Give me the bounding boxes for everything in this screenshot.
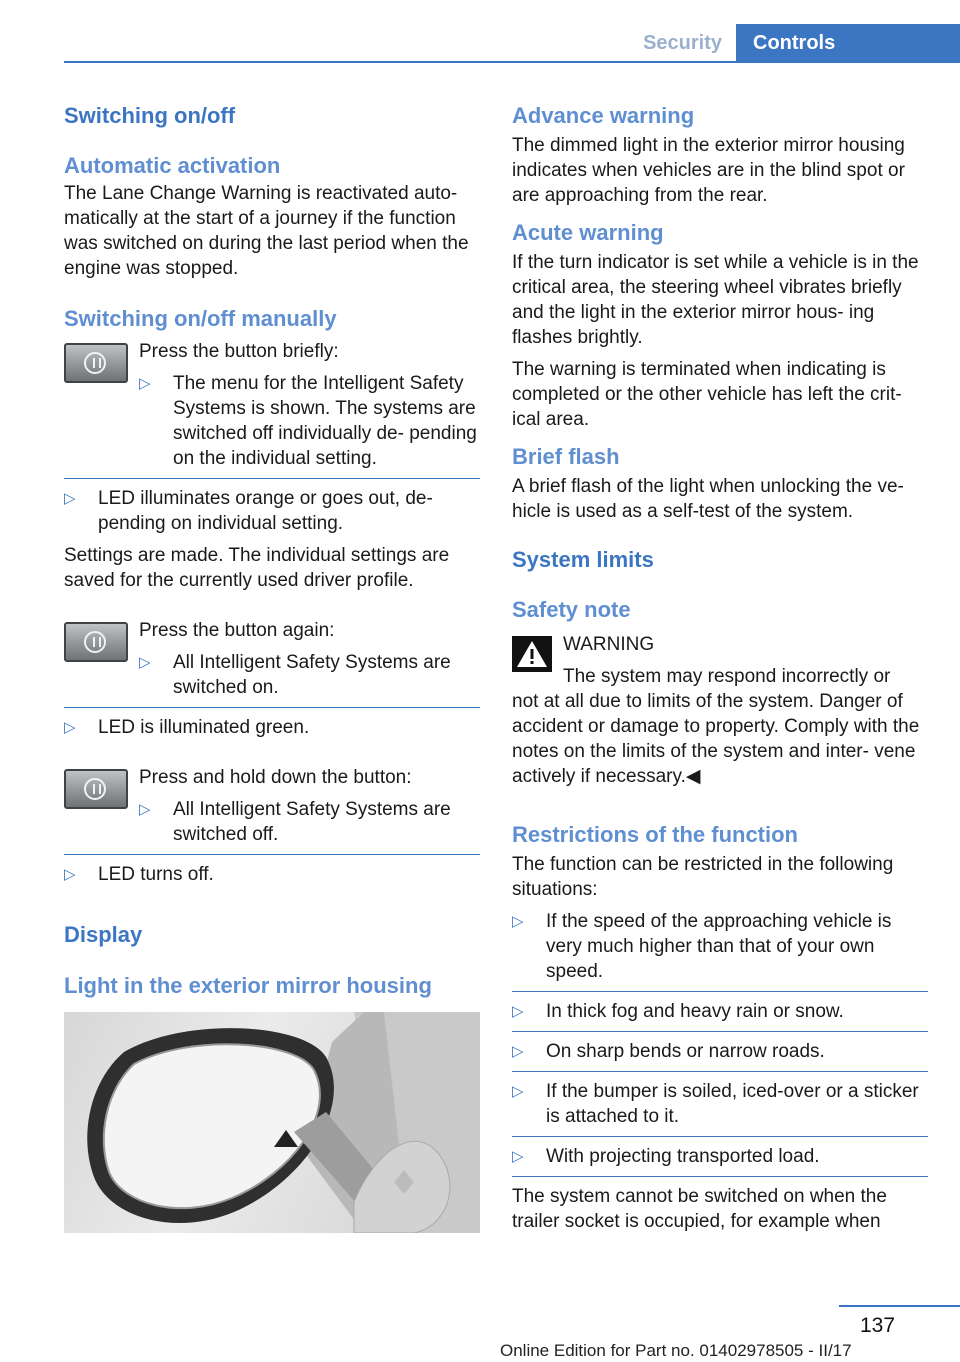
divider xyxy=(64,707,480,708)
heading-manual: Switching on/off manually xyxy=(64,306,337,331)
step2-led: LED is illuminated green. xyxy=(98,717,310,738)
para-advance: The dimmed light in the exterior mirror housing indicates when vehicles are in the blind spot or are approaching from the rear. xyxy=(512,135,905,206)
restriction-item: If the bumper is soiled, iced-over or a sticker is attached to it. xyxy=(546,1081,919,1127)
bullet-icon: ▷ xyxy=(64,719,76,736)
list-item xyxy=(512,1039,928,1064)
heading-display: Display xyxy=(64,922,143,947)
step-press-again xyxy=(64,618,480,700)
list-item xyxy=(64,862,480,887)
divider xyxy=(512,1176,928,1177)
bullet-icon: ▷ xyxy=(139,654,151,671)
restriction-item: On sharp bends or narrow roads. xyxy=(546,1041,825,1062)
step2-intro: Press the button again: xyxy=(139,620,335,641)
left-column xyxy=(64,96,480,1233)
edition-text: Online Edition for Part no. 01402978505 - II/17 xyxy=(500,1341,852,1360)
bullet-icon: ▷ xyxy=(512,1043,524,1060)
warning-text: not at all due to limits of the system. Danger of accident or damage to property. Comply with the notes on the limits of the system and inter- vene actively if necessary.◀ xyxy=(512,691,920,787)
tab-security[interactable]: Security xyxy=(643,32,722,54)
step1-led: LED illuminates orange or goes out, de- pending on individual setting. xyxy=(98,488,433,534)
para-automatic: The Lane Change Warning is reactivated auto- matically at the start of a journey if the function was switched on during the last period when the engine was stopped. xyxy=(64,183,469,279)
heading-light-mirror: Light in the exterior mirror housing xyxy=(64,973,432,998)
heading-switching: Switching on/off xyxy=(64,103,236,128)
list-item xyxy=(64,715,480,740)
safety-button-icon xyxy=(64,769,128,809)
list-item xyxy=(139,371,480,471)
heading-limits: System limits xyxy=(512,547,654,572)
divider xyxy=(512,1031,928,1032)
list-item xyxy=(512,1079,928,1129)
bullet-icon: ▷ xyxy=(512,1003,524,1020)
para-acute-2: The warning is terminated when indicating is completed or the other vehicle has left the crit- ical area. xyxy=(512,359,902,430)
restriction-item: With projecting transported load. xyxy=(546,1146,820,1167)
mirror-illustration xyxy=(64,1012,480,1233)
heading-safety: Safety note xyxy=(512,597,631,622)
step3-intro: Press and hold down the button: xyxy=(139,767,412,788)
list-item xyxy=(64,486,480,536)
bullet-icon: ▷ xyxy=(139,801,151,818)
heading-restrictions: Restrictions of the function xyxy=(512,822,798,847)
step3-led: LED turns off. xyxy=(98,864,214,885)
warning-triangle-icon xyxy=(512,636,552,672)
warning-title: WARNING xyxy=(563,634,655,655)
list-item xyxy=(139,797,480,847)
bullet-icon: ▷ xyxy=(64,490,76,507)
list-item xyxy=(512,909,928,984)
step1-item: The menu for the Intelligent Safety Systems is shown. The systems are switched off individually de- pending on the individual setting. xyxy=(173,373,477,469)
footer-rule xyxy=(839,1305,960,1307)
mirror-drawing xyxy=(64,1012,480,1233)
safety-button-icon xyxy=(64,622,128,662)
bullet-icon: ▷ xyxy=(64,866,76,883)
bullet-icon: ▷ xyxy=(512,1083,524,1100)
heading-brief: Brief flash xyxy=(512,444,620,469)
list-item xyxy=(139,650,480,700)
divider xyxy=(512,991,928,992)
para-restrictions: The function can be restricted in the following situations: xyxy=(512,854,894,900)
list-item xyxy=(512,1144,928,1169)
heading-acute: Acute warning xyxy=(512,220,664,245)
divider xyxy=(512,1071,928,1072)
right-column xyxy=(512,96,928,1234)
step3-item: All Intelligent Safety Systems are switched off. xyxy=(173,799,451,845)
para-settings: Settings are made. The individual settings are saved for the currently used driver profile. xyxy=(64,545,450,591)
heading-advance: Advance warning xyxy=(512,103,695,128)
step-press-briefly xyxy=(64,339,480,471)
bullet-icon: ▷ xyxy=(512,1148,524,1165)
header-rule xyxy=(64,61,960,63)
para-brief: A brief flash of the light when unlocking the ve- hicle is used as a self-test of the system. xyxy=(512,476,904,522)
step2-item: All Intelligent Safety Systems are switched on. xyxy=(173,652,451,698)
heading-automatic: Automatic activation xyxy=(64,153,281,178)
safety-button-icon xyxy=(64,343,128,383)
divider xyxy=(64,478,480,479)
restriction-list xyxy=(512,909,928,1177)
para-acute-1: If the turn indicator is set while a vehicle is in the critical area, the steering wheel vibrates briefly and the light in the exterior mirror hous- ing flashes brightly. xyxy=(512,252,919,348)
restriction-item: If the speed of the approaching vehicle is very much higher than that of your own speed. xyxy=(546,911,892,982)
bullet-icon: ▷ xyxy=(512,913,524,930)
bullet-icon: ▷ xyxy=(139,375,151,392)
para-final: The system cannot be switched on when the trailer socket is occupied, for example when xyxy=(512,1186,887,1232)
list-item xyxy=(512,999,928,1024)
warning-block xyxy=(512,632,928,689)
tab-controls[interactable]: Controls xyxy=(736,24,960,62)
page-number: 137 xyxy=(860,1314,896,1337)
warning-line-1: The system may respond incorrectly or xyxy=(563,666,891,687)
divider xyxy=(512,1136,928,1137)
step1-intro: Press the button briefly: xyxy=(139,341,339,362)
divider xyxy=(64,854,480,855)
restriction-item: In thick fog and heavy rain or snow. xyxy=(546,1001,844,1022)
step-press-hold xyxy=(64,765,480,847)
